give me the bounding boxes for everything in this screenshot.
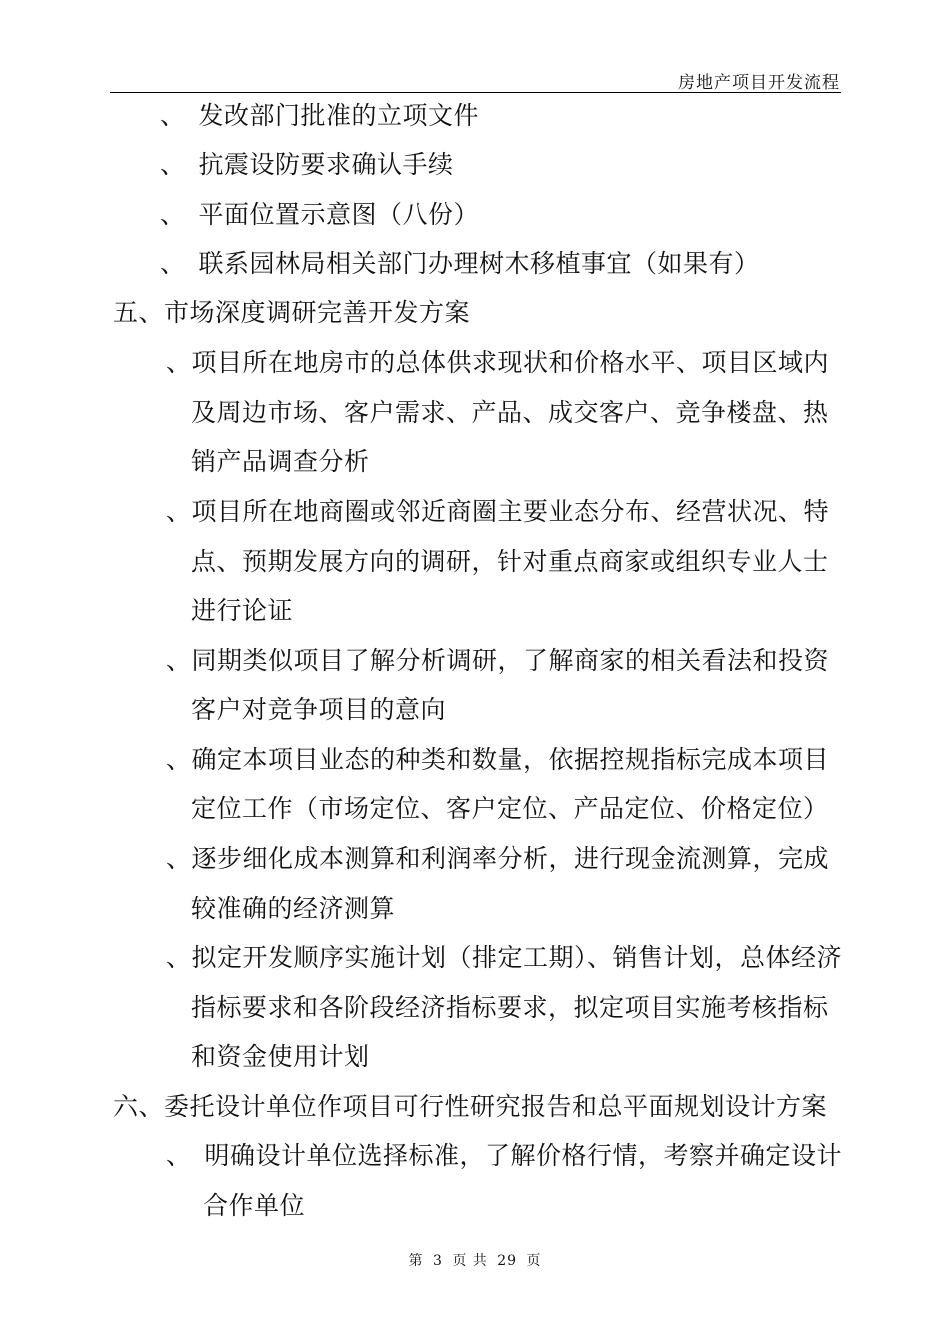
- list-item: 、 联系园林局相关部门办理树木移植事宜（如果有）: [160, 249, 760, 278]
- list-item: 、项目所在地商圈或邻近商圈主要业态分布、经营状况、特: [166, 497, 830, 526]
- footer-suffix: 页: [526, 1253, 542, 1269]
- list-item-continuation: 定位工作（市场定位、客户定位、产品定位、价格定位）: [191, 794, 829, 823]
- footer-total-pages: 29: [497, 1253, 518, 1269]
- list-item: 、 发改部门批准的立项文件: [160, 101, 480, 130]
- list-item: 、 平面位置示意图（八份）: [160, 200, 480, 229]
- list-item: 、逐步细化成本测算和利润率分析，进行现金流测算，完成: [166, 844, 830, 873]
- footer-prefix: 第: [408, 1253, 424, 1269]
- list-item: 、 明确设计单位选择标准，了解价格行情，考察并确定设计: [166, 1141, 843, 1170]
- list-item: 、同期类似项目了解分析调研，了解商家的相关看法和投资: [166, 646, 830, 675]
- list-item-continuation: 较准确的经济测算: [191, 894, 396, 923]
- section-heading: 五、市场深度调研完善开发方案: [113, 298, 471, 327]
- footer-middle: 页 共: [452, 1253, 488, 1269]
- list-item: 、项目所在地房市的总体供求现状和价格水平、项目区域内: [166, 348, 830, 377]
- list-item-continuation: 进行论证: [191, 596, 294, 625]
- list-item: 、 抗震设防要求确认手续: [160, 150, 454, 179]
- page-footer: [0, 1250, 950, 1270]
- section-heading: 六、委托设计单位作项目可行性研究报告和总平面规划设计方案: [113, 1092, 828, 1121]
- header-rule: [110, 92, 841, 93]
- list-item-continuation: 指标要求和各阶段经济指标要求，拟定项目实施考核指标: [191, 993, 829, 1022]
- list-item-continuation: 合作单位: [203, 1191, 306, 1220]
- list-item-continuation: 和资金使用计划: [191, 1042, 370, 1071]
- running-header-title: 房地产项目开发流程: [678, 73, 840, 93]
- list-item-continuation: 及周边市场、客户需求、产品、成交客户、竞争楼盘、热: [191, 398, 829, 427]
- list-item-continuation: 客户对竞争项目的意向: [191, 695, 447, 724]
- list-item-continuation: 销产品调查分析: [191, 447, 370, 476]
- list-item: 、拟定开发顺序实施计划（排定工期）、销售计划，总体经济: [166, 943, 843, 972]
- list-item-continuation: 点、预期发展方向的调研，针对重点商家或组织专业人士: [191, 547, 829, 576]
- footer-page-number: 3: [432, 1253, 443, 1269]
- list-item: 、确定本项目业态的种类和数量，依据控规指标完成本项目: [166, 745, 830, 774]
